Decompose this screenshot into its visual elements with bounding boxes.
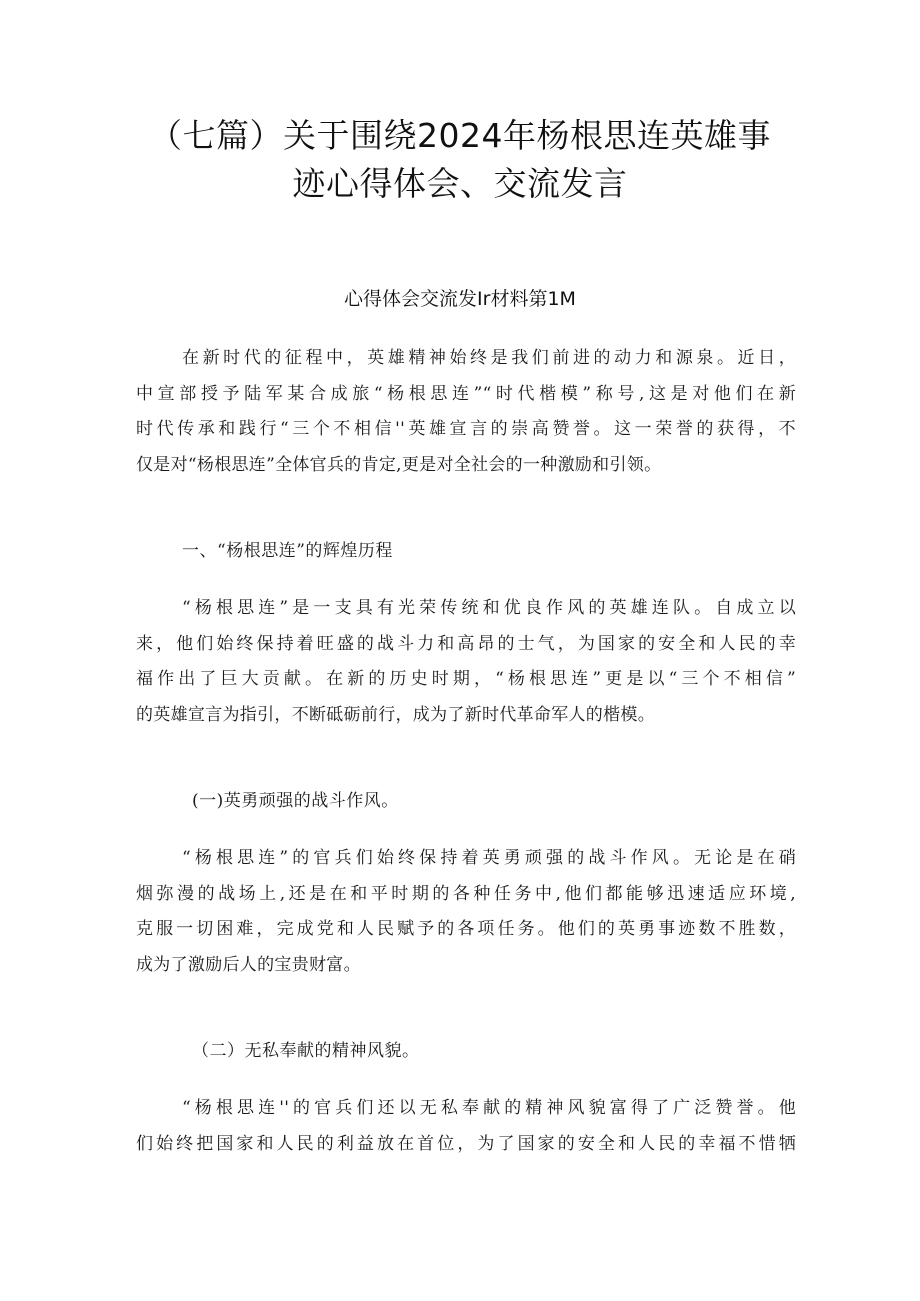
document-title-line-2: 迹心得体会、交流发言 — [292, 164, 628, 203]
subsection-heading-2: （二）无私奉献的精神风貌。 — [192, 1041, 420, 1061]
text-line: “杨根思连''的官兵们还以无私奉献的精神风貌富得了广泛赞誉。他 — [182, 1098, 796, 1118]
text-line: 时代传承和践行“三个不相信''英雄宣言的崇高赞誉。这一荣誉的获得，不 — [136, 419, 796, 439]
text-line: 中宣部授予陆军某合成旅“杨根思连”“时代楷模”称号,这是对他们在新 — [136, 383, 796, 404]
text-line: 的英雄宣言为指引，不断砥砺前行，成为了新时代革命军人的楷模。 — [136, 704, 655, 725]
text-line: 在新时代的征程中，英雄精神始终是我们前进的动力和源泉。近日， — [182, 348, 796, 368]
subsection-heading-1: (一)英勇顽强的战斗作风。 — [192, 791, 399, 811]
text-line: 成为了激励后人的宝贵财富。 — [136, 954, 361, 975]
paragraph-history — [136, 591, 796, 733]
text-line: 福作出了巨大贡献。在新的历史时期，“杨根思连”更是以“三个不相信” — [136, 669, 796, 689]
text-line: 来，他们始终保持着旺盛的战斗力和高昂的士气，为国家的安全和人民的幸 — [136, 633, 796, 654]
document-subtitle: 心得体会交流发Ir材料第1M — [344, 288, 576, 310]
text-line: 们始终把国家和人民的利益放在首位，为了国家的安全和人民的幸福不惜牺 — [136, 1133, 796, 1154]
text-line: “杨根思连”的官兵们始终保持着英勇顽强的战斗作风。无论是在硝 — [182, 848, 796, 868]
text-line: 烟弥漫的战场上,还是在和平时期的各种任务中,他们都能够迅速适应环境, — [136, 883, 796, 904]
paragraph-dedication — [136, 1091, 796, 1162]
text-line: “杨根思连”是一支具有光荣传统和优良作风的英雄连队。自成立以 — [182, 598, 796, 618]
text-line: 仅是对“杨根思连”全体官兵的肯定,更是对全社会的一种激励和引领。 — [136, 454, 662, 475]
document-title-line-1: （七篇）关于围绕2024年杨根思连英雄事 — [149, 116, 771, 155]
section-heading-1: 一、“杨根思连”的辉煌历程 — [182, 541, 393, 561]
paragraph-intro — [136, 341, 796, 483]
text-line: 克服一切困难，完成党和人民赋予的各项任务。他们的英勇事迹数不胜数， — [136, 919, 796, 939]
paragraph-combat-style — [136, 841, 796, 983]
